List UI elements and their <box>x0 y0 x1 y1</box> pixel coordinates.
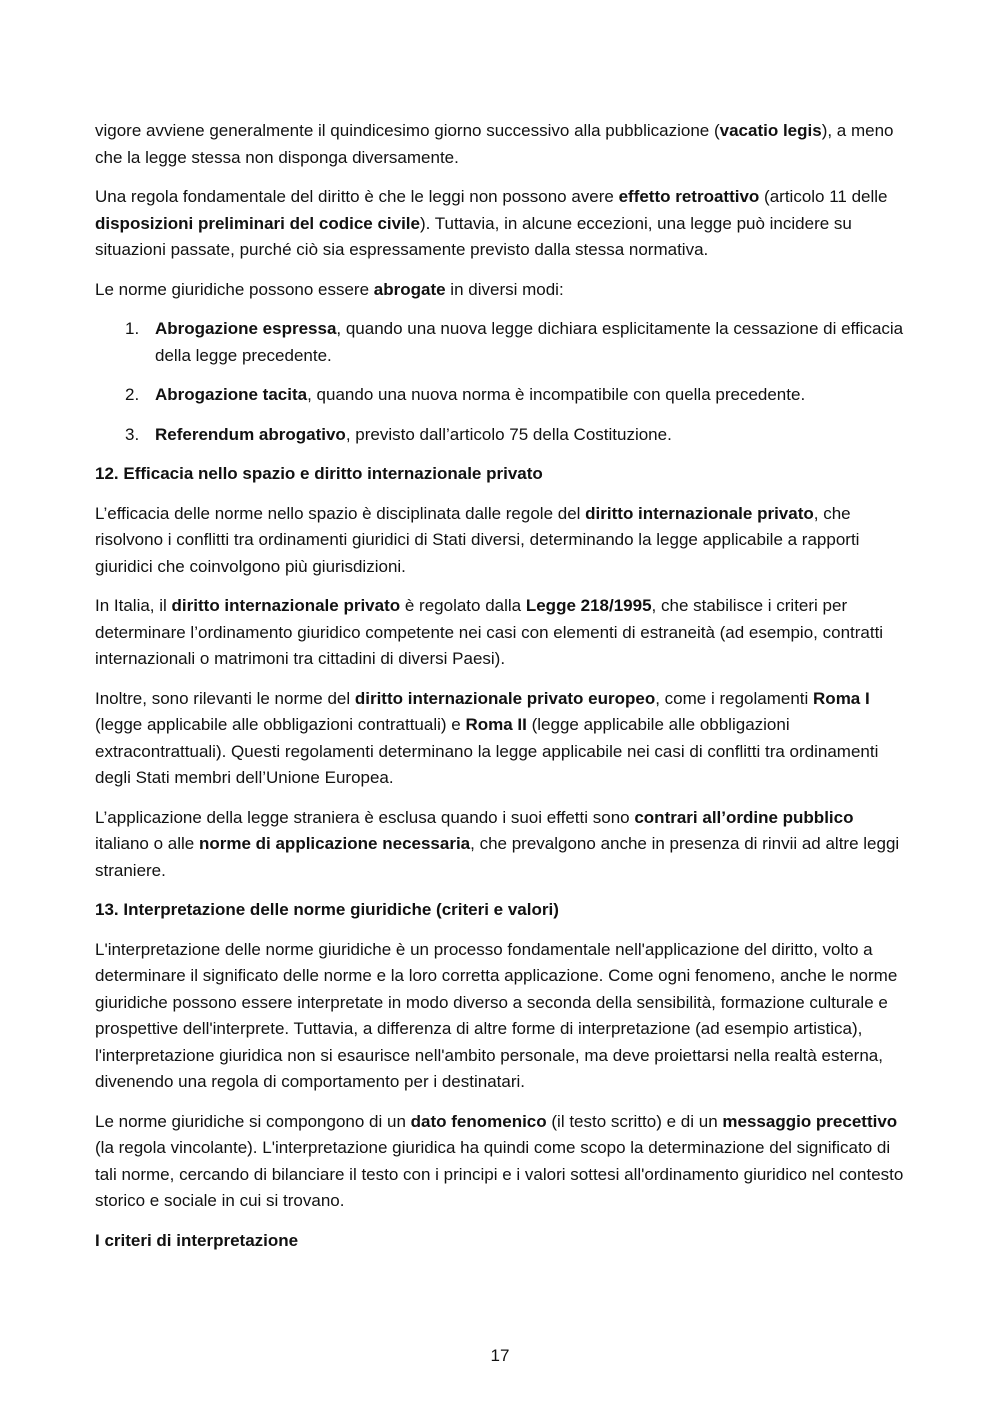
paragraph-abrogazione-intro: Le norme giuridiche possono essere abrogate in diversi modi: <box>95 279 564 299</box>
paragraph-ordine-pubblico: L’applicazione della legge straniera è esclusa quando i suoi effetti sono contrari all’ordine pubblico italiano o alle norme di applicazione necessaria, che prevalgono anche in presenza di rinvii ad altre leggi straniere. <box>95 807 900 880</box>
subheading-criteri: I criteri di interpretazione <box>95 1230 299 1250</box>
paragraph-interpretazione: L'interpretazione delle norme giuridiche è un processo fondamentale nell'applicazione del diritto, volto a determinare il significato delle norme e la loro corretta applicazione. Come ogni fenomeno, anche le norme giuridiche possono essere interpretate in modo diverso a seconda della sensibilità, formazione culturale e prospettive dell'interprete. Tuttavia, a differenza di altre forme di interpretazione (ad esempio artistica), l'interpretazione giuridica non si esaurisce nell'ambito personale, ma deve proiettarsi nella realtà esterna, divenendo una regola di comportamento per i destinatari. <box>95 939 898 1091</box>
section-heading-12: 12. Efficacia nello spazio e diritto internazionale privato <box>95 464 543 483</box>
document-body <box>95 118 910 1267</box>
paragraph-retroattivita: Una regola fondamentale del diritto è che le leggi non possono avere effetto retroattivo (articolo 11 delle disposizioni preliminari del codice civile). Tuttavia, in alcune eccezioni, una legge può incidere su situazioni passate, purché ciò sia espressamente previsto dalla stessa normativa. <box>95 187 888 259</box>
list-item: 1. Abrogazione espressa, quando una nuova legge dichiara esplicitamente la cessazione di efficacia della legge precedente. <box>125 319 904 365</box>
page-number: 17 <box>490 1346 510 1365</box>
paragraph-efficacia-spazio: L’efficacia delle norme nello spazio è disciplinata dalle regole del diritto internazionale privato, che risolvono i conflitti tra ordinamenti giuridici di Stati diversi, determinando la legge applicabile a rapporti giuridici che coinvolgono più giurisdizioni. <box>95 503 860 576</box>
abrogazione-list <box>95 316 910 448</box>
paragraph-diritto-europeo: Inoltre, sono rilevanti le norme del diritto internazionale privato europeo, come i regolamenti Roma I (legge applicabile alle obbligazioni contrattuali) e Roma II (legge applicabile alle obbligazioni extracontrattuali). Questi regolamenti determinano la legge applicabile nei casi di conflitti tra ordinamenti degli Stati membri dell’Unione Europea. <box>95 688 879 787</box>
list-item: 3. Referendum abrogativo, previsto dall’articolo 75 della Costituzione. <box>125 424 672 444</box>
list-item: 2. Abrogazione tacita, quando una nuova norma è incompatibile con quella precedente. <box>125 385 806 404</box>
paragraph-legge-218: In Italia, il diritto internazionale privato è regolato dalla Legge 218/1995, che stabilisce i criteri per determinare l’ordinamento giuridico competente nei casi con elementi di estraneità (ad esempio, contratti internazionali o matrimoni tra cittadini di diversi Paesi). <box>95 596 884 668</box>
section-heading-13: 13. Interpretazione delle norme giuridiche (criteri e valori) <box>95 900 559 919</box>
paragraph-vacatio-legis: vigore avviene generalmente il quindicesimo giorno successivo alla pubblicazione (vacatio legis), a meno che la legge stessa non disponga diversamente. <box>95 121 894 167</box>
paragraph-dato-fenomenico: Le norme giuridiche si compongono di un dato fenomenico (il testo scritto) e di un messaggio precettivo (la regola vincolante). L'interpretazione giuridica ha quindi come scopo la determinazione del significato di tali norme, cercando di bilanciare il testo con i principi e i valori sottesi all'ordinamento giuridico nel contesto storico e sociale in cui si trovano. <box>95 1111 904 1210</box>
